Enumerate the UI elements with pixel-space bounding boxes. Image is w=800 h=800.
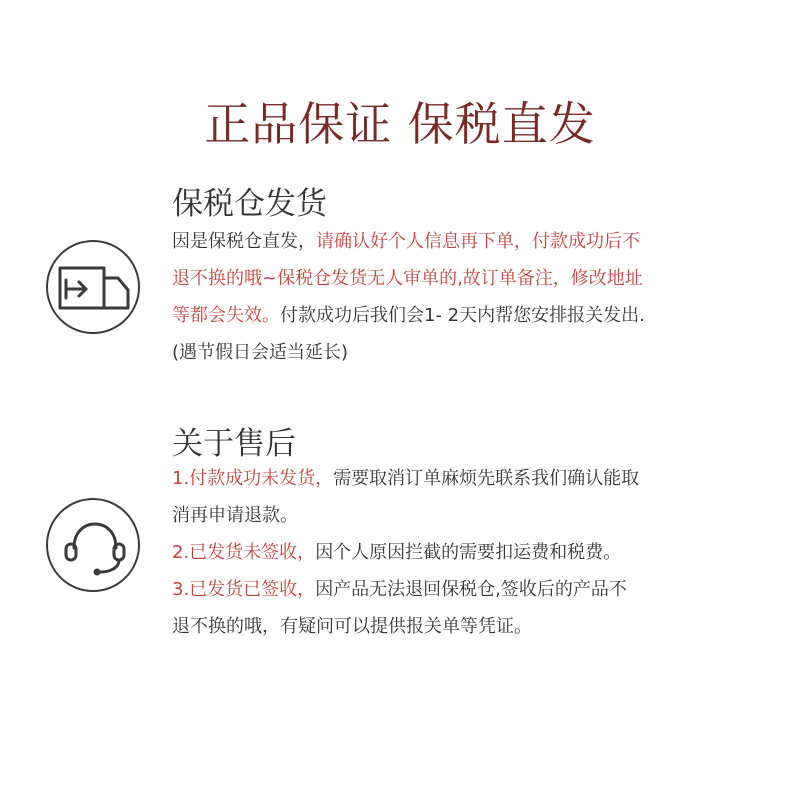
- truck-icon: [48, 242, 142, 336]
- headset-icon: [48, 500, 142, 594]
- highlight-text: 请确认好个人信息再下单，付款成功后不: [316, 231, 640, 252]
- text-line: [172, 497, 772, 534]
- highlight-text: 2.已发货未签收，: [172, 542, 316, 563]
- text-line: [172, 460, 772, 497]
- highlight-text: 1.付款成功未发货，: [172, 468, 334, 489]
- text-segment: 因个人原因拦截的需要扣运费和税费。: [315, 542, 622, 563]
- bonded-shipping-text: [172, 223, 772, 371]
- highlight-text: 3.已发货已签收，: [172, 579, 316, 600]
- text-segment: 因是保税仓直发，: [172, 231, 316, 252]
- text-line: [172, 571, 772, 608]
- text-segment: (遇节假日会适当延长): [172, 342, 349, 363]
- headset-icon-circle: [46, 498, 140, 592]
- section-heading-bonded-shipping: 保税仓发货: [172, 186, 327, 222]
- page-title: 正品保证 保税直发: [204, 97, 596, 151]
- highlight-text: 等都会失效。: [172, 305, 280, 326]
- highlight-text: 退不换的哦~保税仓发货无人审单的,故订单备注，修改地址: [172, 268, 643, 289]
- text-line: [172, 608, 772, 645]
- section-heading-after-sales: 关于售后: [172, 426, 296, 462]
- text-segment: 退不换的哦，有疑问可以提供报关单等凭证。: [172, 616, 532, 637]
- text-line: [172, 334, 772, 371]
- truck-icon-circle: [46, 240, 140, 334]
- after-sales-text: [172, 460, 772, 645]
- text-line: [172, 223, 772, 260]
- text-line: [172, 534, 772, 571]
- text-segment: 需要取消订单麻烦先联系我们确认能取: [333, 468, 640, 489]
- text-line: [172, 297, 772, 334]
- text-segment: 因产品无法退回保税仓,签收后的产品不: [315, 579, 627, 600]
- text-segment: 消再申请退款。: [172, 505, 298, 526]
- text-line: [172, 260, 772, 297]
- text-segment: 付款成功后我们会1- 2天内帮您安排报关发出.: [280, 305, 645, 326]
